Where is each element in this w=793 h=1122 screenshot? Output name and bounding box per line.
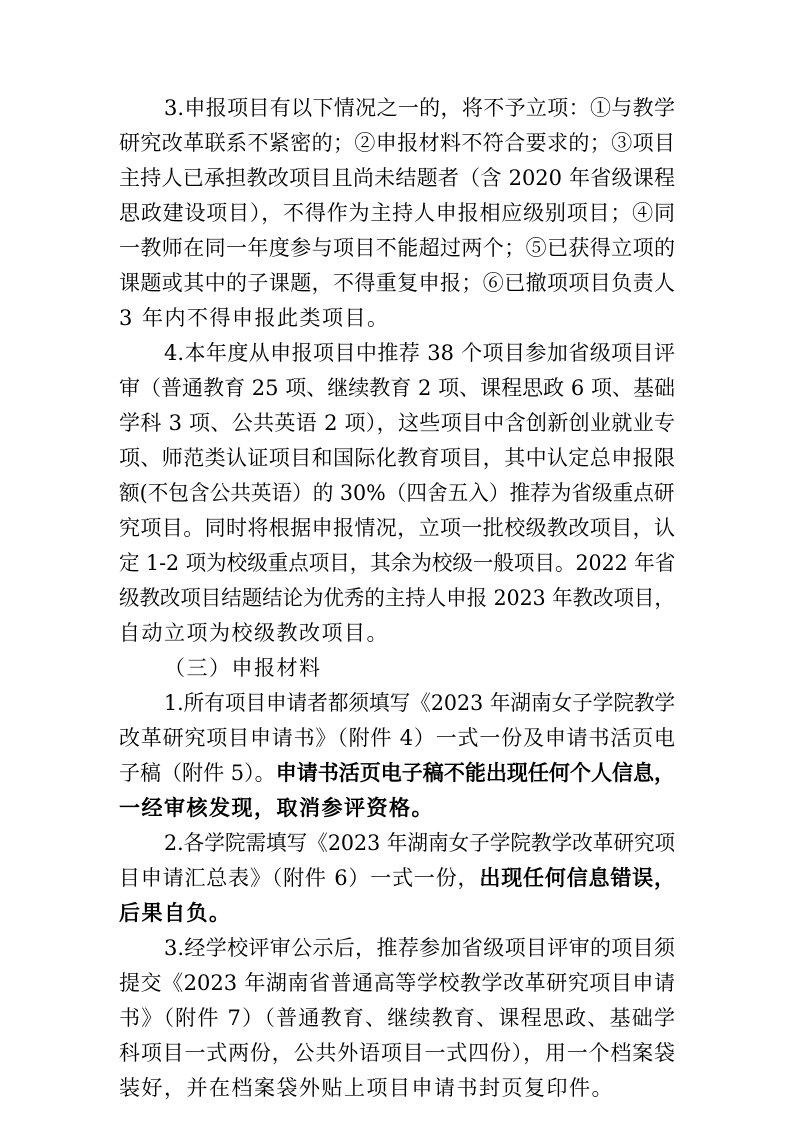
text-segment: 4.本年度从申报项目中推荐 38 个项目参加省级项目评: [164, 341, 675, 365]
text-line: [119, 231, 675, 265]
text-line: [119, 126, 675, 160]
text-segment: 1.所有项目申请者都须填写《2023 年湖南女子学院教学: [164, 691, 675, 715]
text-segment: 项、师范类认证项目和国际化教育项目，其中认定总申报限: [119, 446, 675, 470]
text-segment: 子稿（附件 5）。: [119, 761, 276, 785]
text-segment: 自动立项为校级教改项目。: [119, 621, 389, 645]
text-segment: 级教改项目结题结论为优秀的主持人申报 2023 年教改项目，: [119, 586, 675, 610]
text-line: [164, 931, 675, 965]
text-line: [119, 196, 675, 230]
text-line: [119, 616, 675, 650]
text-segment: 3.申报项目有以下情况之一的，将不予立项：①与教学: [164, 96, 675, 120]
text-segment: 改革研究项目申请书》（附件 4）一式一份及申请书活页电: [119, 726, 675, 750]
bold-text-segment: 出现任何信息错误，: [479, 865, 675, 890]
text-line: [119, 266, 675, 300]
bold-text-segment: 申请书活页电子稿不能出现任何个人信息，: [275, 760, 675, 785]
text-segment: 额(不包含公共英语）的 30%（四舍五入）推荐为省级重点研: [119, 481, 675, 505]
text-segment: 装好，并在档案袋外贴上项目申请书封页复印件。: [119, 1076, 614, 1100]
text-segment: 目申请汇总表》（附件 6）一式一份，: [119, 866, 480, 890]
text-line: [164, 336, 675, 370]
text-segment: 3.经学校评审公示后，推荐参加省级项目评审的项目须: [164, 936, 675, 960]
text-line: [119, 721, 675, 755]
text-line: [119, 441, 675, 475]
text-line: [119, 161, 675, 195]
text-segment: 研究改革联系不紧密的；②申报材料不符合要求的；③项目: [119, 131, 675, 155]
text-segment: 思政建设项目），不得作为主持人申报相应级别项目；④同: [119, 201, 675, 225]
text-line: [119, 1036, 675, 1070]
text-line: [164, 826, 675, 860]
text-segment: 究项目。同时将根据申报情况，立项一批校级教改项目，认: [119, 516, 675, 540]
bold-text-segment: 后果自负。: [119, 900, 232, 925]
text-segment: 3 年内不得申报此类项目。: [119, 306, 390, 330]
text-segment: 一教师在同一年度参与项目不能超过两个；⑤已获得立项的: [119, 236, 675, 260]
text-line: [119, 1001, 675, 1035]
text-segment: 2.各学院需填写《2023 年湖南女子学院教学改革研究项: [164, 831, 675, 855]
text-line: [164, 686, 675, 720]
text-segment: 定 1-2 项为校级重点项目，其余为校级一般项目。2022 年省: [119, 551, 675, 575]
text-line: [119, 1071, 675, 1105]
text-line: [164, 91, 675, 125]
text-segment: 书》（附件 7）（普通教育、继续教育、课程思政、基础学: [119, 1006, 675, 1030]
text-line: [119, 301, 675, 335]
text-line: [119, 511, 675, 545]
text-line: [119, 966, 675, 1000]
text-segment: 课题或其中的子课题，不得重复申报；⑥已撤项项目负责人: [119, 271, 675, 295]
text-segment: 提交《2023 年湖南省普通高等学校教学改革研究项目申请: [119, 971, 675, 995]
text-line: [119, 406, 675, 440]
section-heading: [164, 651, 675, 685]
text-line: [119, 546, 675, 580]
text-segment: 审（普通教育 25 项、继续教育 2 项、课程思政 6 项、基础: [119, 376, 675, 400]
text-segment: 学科 3 项、公共英语 2 项），这些项目中含创新创业就业专: [119, 411, 675, 435]
text-line: [119, 371, 675, 405]
text-line: [119, 896, 675, 930]
text-line: [119, 476, 675, 510]
text-segment: （三）申报材料: [164, 656, 322, 680]
text-line: [119, 791, 675, 825]
bold-text-segment: 一经审核发现，取消参评资格。: [119, 795, 434, 820]
text-line: [119, 861, 675, 895]
text-line: [119, 581, 675, 615]
text-segment: 科项目一式两份，公共外语项目一式四份），用一个档案袋: [119, 1041, 675, 1065]
text-line: [119, 756, 675, 790]
text-segment: 主持人已承担教改项目且尚未结题者（含 2020 年省级课程: [119, 166, 675, 190]
